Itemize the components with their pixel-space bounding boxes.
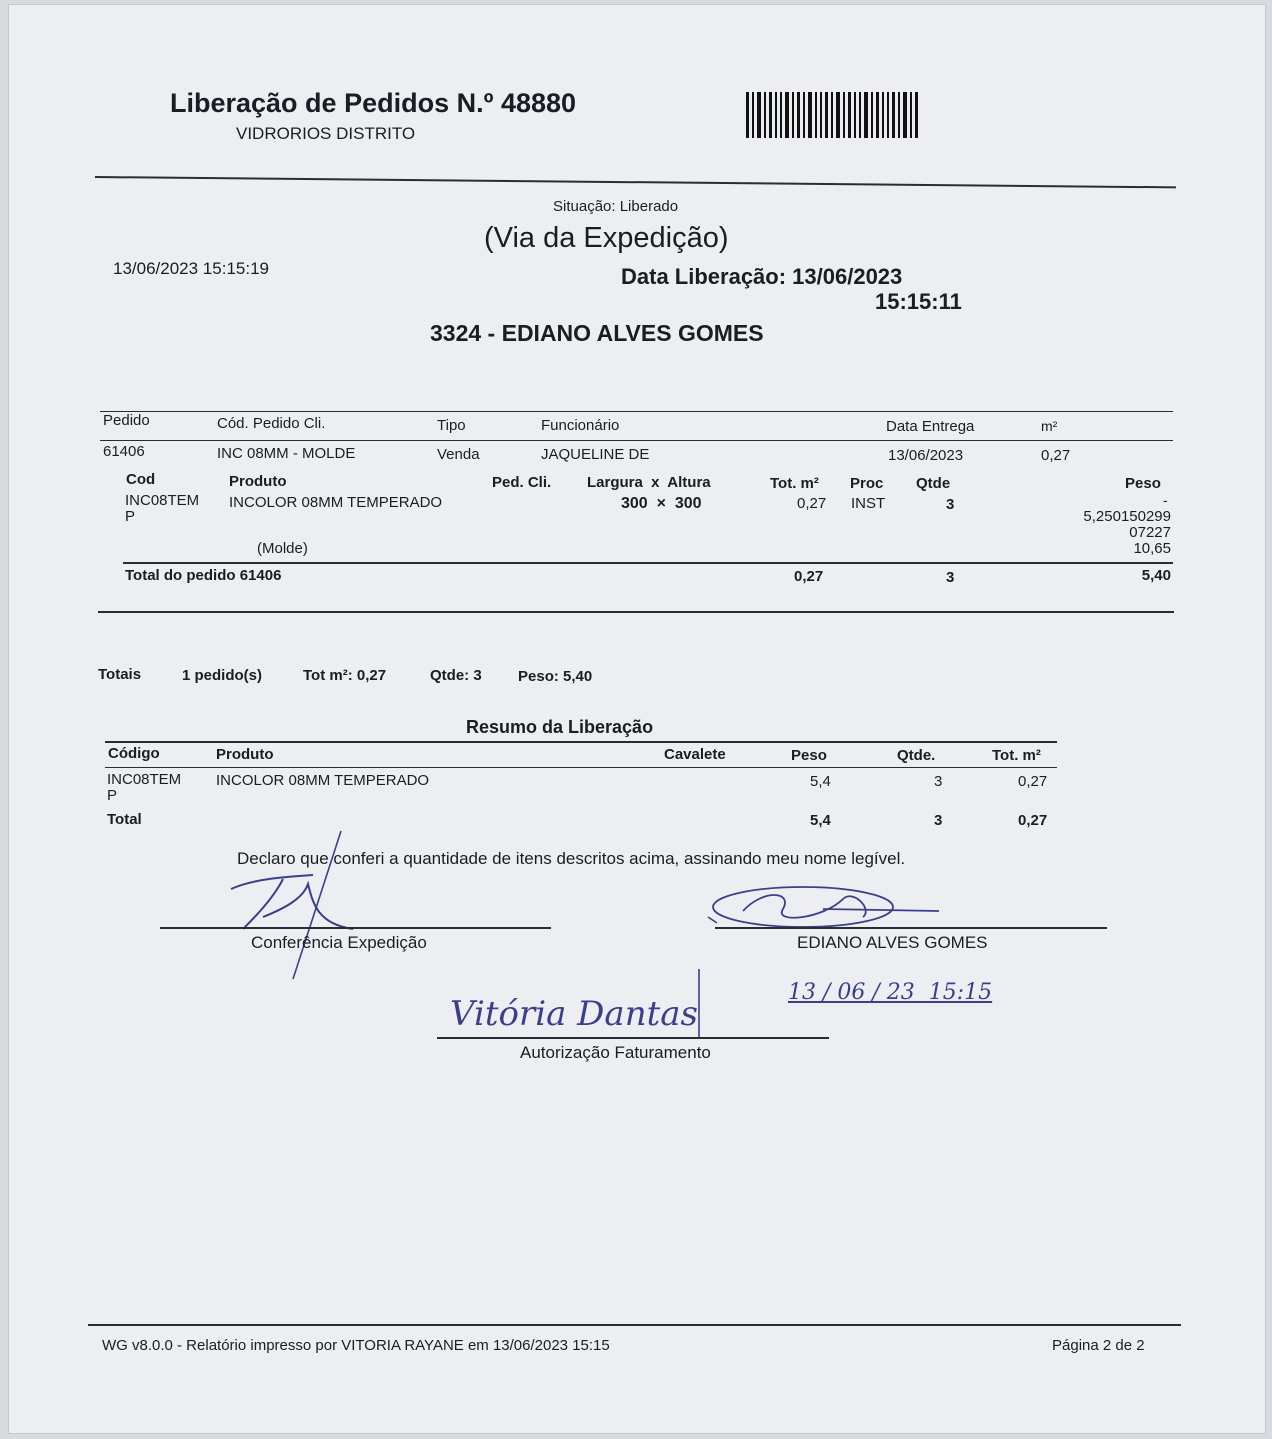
item-col-qtde: Qtde xyxy=(916,475,951,492)
barcode xyxy=(746,92,936,138)
via-label: (Via da Expedição) xyxy=(484,222,729,254)
cliente-label: EDIANO ALVES GOMES xyxy=(797,933,988,952)
document-title: Liberação de Pedidos N.º 48880 xyxy=(170,88,577,118)
item-col-dimensions: Largura x Altura xyxy=(587,474,711,491)
row-m2: 0,27 xyxy=(1041,447,1071,464)
col-pedido: Pedido xyxy=(103,412,150,429)
resumo-total-label: Total xyxy=(107,811,142,828)
col-cod-pedido-cli: Cód. Pedido Cli. xyxy=(217,415,326,432)
item-col-proc: Proc xyxy=(850,475,884,492)
handwritten-date: 13 / 06 / 23 15:15 xyxy=(788,980,993,1005)
footer-rule xyxy=(88,1324,1181,1326)
resumo-col-peso: Peso xyxy=(791,747,827,764)
item-dimensions: 300 × 300 xyxy=(621,495,702,512)
item-col-ped-cli: Ped. Cli. xyxy=(492,474,552,491)
item-qtde: 3 xyxy=(946,496,955,513)
situacao-label: Situação: Liberado xyxy=(553,198,679,215)
document-page xyxy=(8,4,1266,1434)
item-note: (Molde) xyxy=(257,540,308,557)
col-data-entrega: Data Entrega xyxy=(886,418,975,435)
conferencia-signature xyxy=(223,829,373,999)
row-cod-pedido-cli: INC 08MM - MOLDE xyxy=(217,445,356,462)
conferencia-label: Conferência Expedição xyxy=(251,933,427,952)
resumo-row-codigo-cont: P xyxy=(107,787,118,804)
item-total-rule xyxy=(123,562,1173,564)
order-total-m2: 0,27 xyxy=(794,568,824,585)
order-total-peso: 5,40 xyxy=(1141,567,1171,584)
totais-qtde: Qtde: 3 xyxy=(430,667,482,684)
resumo-col-cavalete: Cavalete xyxy=(664,746,726,763)
row-data-entrega: 13/06/2023 xyxy=(888,447,964,464)
resumo-col-qtde: Qtde. xyxy=(897,747,936,764)
item-peso-dash: - xyxy=(1163,492,1168,508)
resumo-col-codigo: Código xyxy=(108,745,160,762)
resumo-header-rule xyxy=(105,767,1057,768)
item-col-cod: Cod xyxy=(126,471,156,488)
resumo-row-codigo: INC08TEM xyxy=(107,771,182,788)
resumo-col-tot-m2: Tot. m² xyxy=(992,747,1041,764)
item-proc: INST xyxy=(851,495,886,512)
col-m2: m² xyxy=(1041,418,1058,434)
row-funcionario: JAQUELINE DE xyxy=(541,446,650,463)
resumo-row-tot-m2: 0,27 xyxy=(1018,773,1048,790)
totais-peso: Peso: 5,40 xyxy=(518,668,593,685)
resumo-total-qtde: 3 xyxy=(934,812,943,829)
resumo-total-tot-m2: 0,27 xyxy=(1018,812,1048,829)
resumo-col-produto: Produto xyxy=(216,746,274,763)
print-timestamp: 13/06/2023 15:15:19 xyxy=(113,259,269,278)
item-col-tot-m2: Tot. m² xyxy=(770,475,819,492)
autorizacao-line xyxy=(437,1037,829,1039)
item-produto: INCOLOR 08MM TEMPERADO xyxy=(229,494,443,511)
resumo-row-qtde: 3 xyxy=(934,773,943,790)
data-liberacao-time: 15:15:11 xyxy=(875,289,962,314)
company-name: VIDRORIOS DISTRITO xyxy=(236,124,416,143)
totais-m2: Tot m²: 0,27 xyxy=(303,667,387,684)
col-tipo: Tipo xyxy=(437,417,466,434)
item-peso: 5,250150299 xyxy=(1083,508,1171,525)
declaration-text: Declaro que conferi a quantidade de itens descritos acima, assinando meu nome legível. xyxy=(237,849,906,868)
cliente-signature xyxy=(703,879,953,939)
customer-name: 3324 - EDIANO ALVES GOMES xyxy=(430,320,764,346)
page-number: Página 2 de 2 xyxy=(1052,1337,1145,1354)
handwritten-name: Vitória Dantas xyxy=(450,994,698,1034)
totais-pedidos: 1 pedido(s) xyxy=(182,667,263,684)
resumo-title: Resumo da Liberação xyxy=(466,717,654,737)
table-top-rule xyxy=(100,411,1173,412)
table-header-rule xyxy=(100,440,1173,441)
item-col-produto: Produto xyxy=(229,473,287,490)
col-funcionario: Funcionário xyxy=(541,417,620,434)
data-liberacao: Data Liberação: 13/06/2023 xyxy=(621,264,903,289)
order-section-rule xyxy=(98,611,1174,613)
totais-label: Totais xyxy=(98,666,142,683)
item-peso-total: 10,65 xyxy=(1133,540,1171,557)
order-total-qtde: 3 xyxy=(946,569,955,586)
item-peso-cont: 07227 xyxy=(1129,524,1171,541)
cliente-line xyxy=(715,927,1107,929)
item-cod: INC08TEM xyxy=(125,492,200,509)
resumo-row-produto: INCOLOR 08MM TEMPERADO xyxy=(216,772,430,789)
row-tipo: Venda xyxy=(437,446,480,463)
resumo-top-rule xyxy=(105,741,1057,743)
resumo-total-peso: 5,4 xyxy=(810,812,831,829)
item-cod-cont: P xyxy=(125,508,136,525)
item-col-peso: Peso xyxy=(1125,475,1161,492)
row-pedido: 61406 xyxy=(103,443,145,460)
order-total-label: Total do pedido 61406 xyxy=(125,567,282,584)
autorizacao-label: Autorização Faturamento xyxy=(520,1043,711,1062)
conferencia-line xyxy=(160,927,551,929)
header-divider xyxy=(95,176,1176,188)
resumo-row-peso: 5,4 xyxy=(810,773,831,790)
item-tot-m2: 0,27 xyxy=(797,495,827,512)
footer-printed-by: WG v8.0.0 - Relatório impresso por VITORIA RAYANE em 13/06/2023 15:15 xyxy=(102,1337,610,1354)
